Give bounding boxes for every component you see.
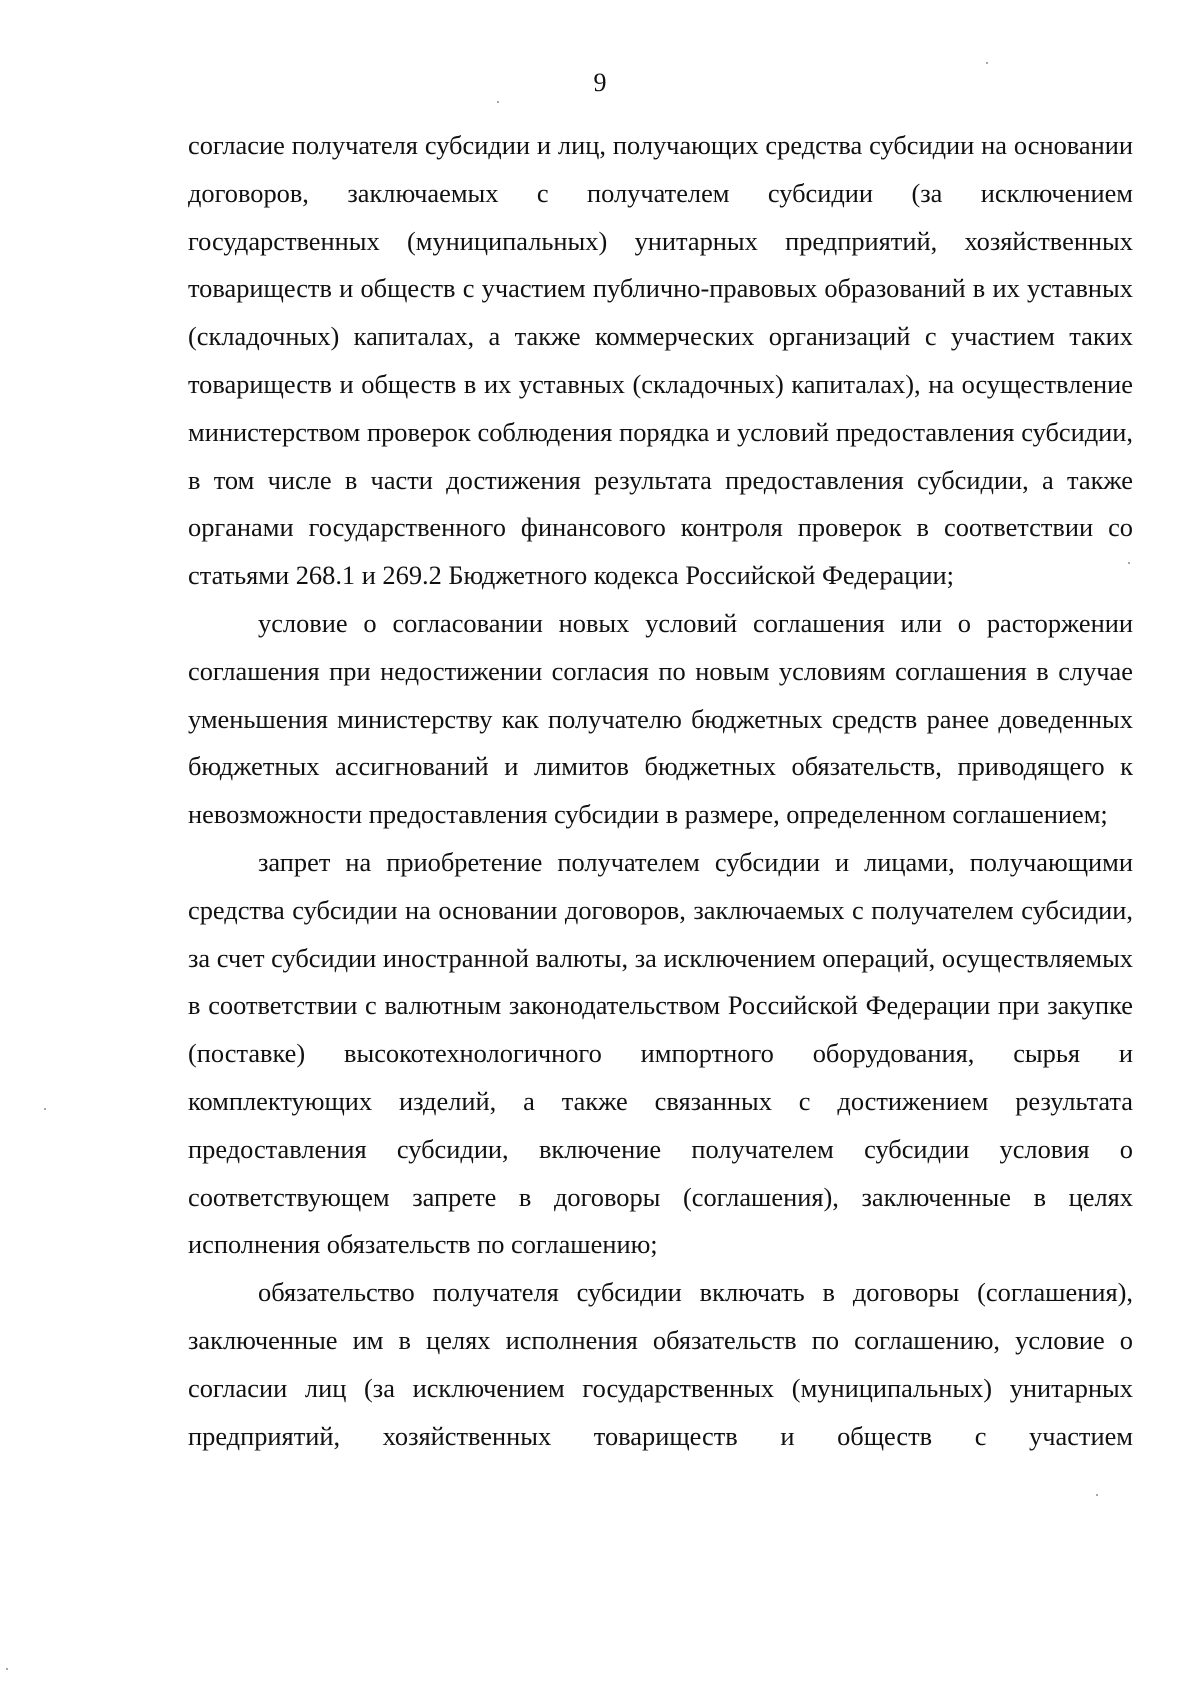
- paragraph-agreement-conditions: условие о согласовании новых условий соглашения или о расторжении соглашения при недостижении согласия по новым условиям соглашения в случае уменьшения министерству как получателю бюджетных средств ранее доведенных бюджетных ассигнований и лимитов бюджетных обязательств, приводящего к невозможности предоставления субсидии в размере, определенном соглашением;: [188, 607, 1133, 830]
- page-number: 9: [593, 68, 607, 97]
- scan-speck: [986, 62, 988, 64]
- scan-speck: [497, 101, 499, 103]
- paragraph-audit-consent: согласие получателя субсидии и лиц, получающих средства субсидии на основании договоров, заключаемых с получателем субсидии (за исключением государственных (муниципальных) унитарных предприятий, хозяйственных товариществ и обществ с участием публично-правовых образований в их уставных (складочных) капиталах, а также коммерческих организаций с участием таких товариществ и обществ в их уставных (складочных) капиталах), на осуществление министерством проверок соблюдения порядка и условий предоставления субсидии, в том числе в части достижения результата предоставления субсидии, а также органами государственного финансового контроля проверок в соответствии со статьями 268.1 и 269.2 Бюджетного кодекса Российской Федерации;: [188, 130, 1133, 591]
- paragraph-contract-obligation: обязательство получателя субсидии включать в договоры (соглашения), заключенные им в целях исполнения обязательств по соглашению, условие о согласии лиц (за исключением государственных (муниципальных) унитарных предприятий, хозяйственных товариществ и обществ с участием: [188, 1277, 1133, 1451]
- document-body: [188, 122, 1133, 1460]
- scan-speck: [6, 1668, 8, 1670]
- scan-speck: [1128, 562, 1130, 564]
- paragraph-foreign-currency-ban: запрет на приобретение получателем субсидии и лицами, получающими средства субсидии на основании договоров, заключаемых с получателем субсидии, за счет субсидии иностранной валюты, за исключением операций, осуществляемых в соответствии с валютным законодательством Российской Федерации при закупке (поставке) высокотехнологичного импортного оборудования, сырья и комплектующих изделий, а также связанных с достижением результата предоставления субсидии, включение получателем субсидии условия о соответствующем запрете в договоры (соглашения), заключенные в целях исполнения обязательств по соглашению;: [188, 846, 1133, 1260]
- scan-speck: [44, 1108, 46, 1110]
- scan-speck: [1096, 1494, 1098, 1496]
